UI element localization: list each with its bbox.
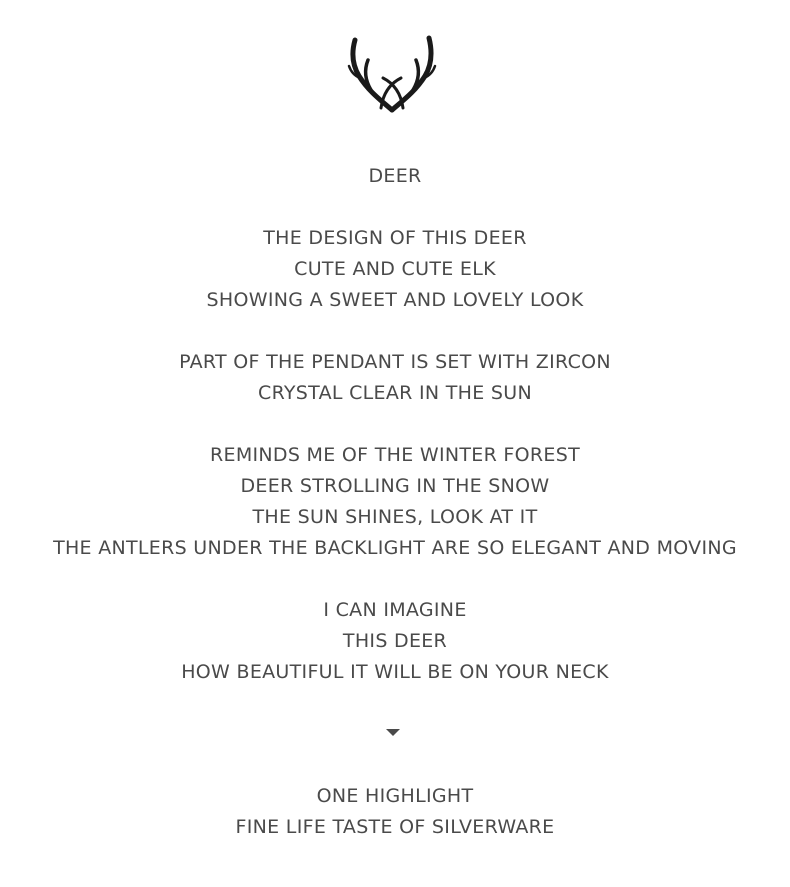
stanza-line: THE ANTLERS UNDER THE BACKLIGHT ARE SO ELEGANT AND MOVING bbox=[53, 537, 737, 559]
highlight-line: FINE LIFE TASTE OF SILVERWARE bbox=[235, 816, 555, 838]
stanza-line: THIS DEER bbox=[342, 630, 448, 652]
stanza-line: CUTE AND CUTE ELK bbox=[294, 258, 496, 280]
stanza-line: CRYSTAL CLEAR IN THE SUN bbox=[258, 382, 532, 404]
stanza-line: SHOWING A SWEET AND LOVELY LOOK bbox=[206, 289, 584, 311]
antler-logo-icon bbox=[347, 32, 437, 116]
stanza-line: HOW BEAUTIFUL IT WILL BE ON YOUR NECK bbox=[181, 661, 609, 683]
stanza-line: PART OF THE PENDANT IS SET WITH ZIRCON bbox=[179, 351, 611, 373]
stanza-line: THE DESIGN OF THIS DEER bbox=[263, 227, 527, 249]
caret-down-icon bbox=[386, 729, 400, 736]
title: DEER bbox=[368, 165, 422, 187]
stanza-line: THE SUN SHINES, LOOK AT IT bbox=[252, 506, 538, 528]
stanza-line: REMINDS ME OF THE WINTER FOREST bbox=[210, 444, 580, 466]
stanza-line: DEER STROLLING IN THE SNOW bbox=[240, 475, 550, 497]
stanza-line: I CAN IMAGINE bbox=[323, 599, 467, 621]
highlight-line: ONE HIGHLIGHT bbox=[316, 785, 474, 807]
